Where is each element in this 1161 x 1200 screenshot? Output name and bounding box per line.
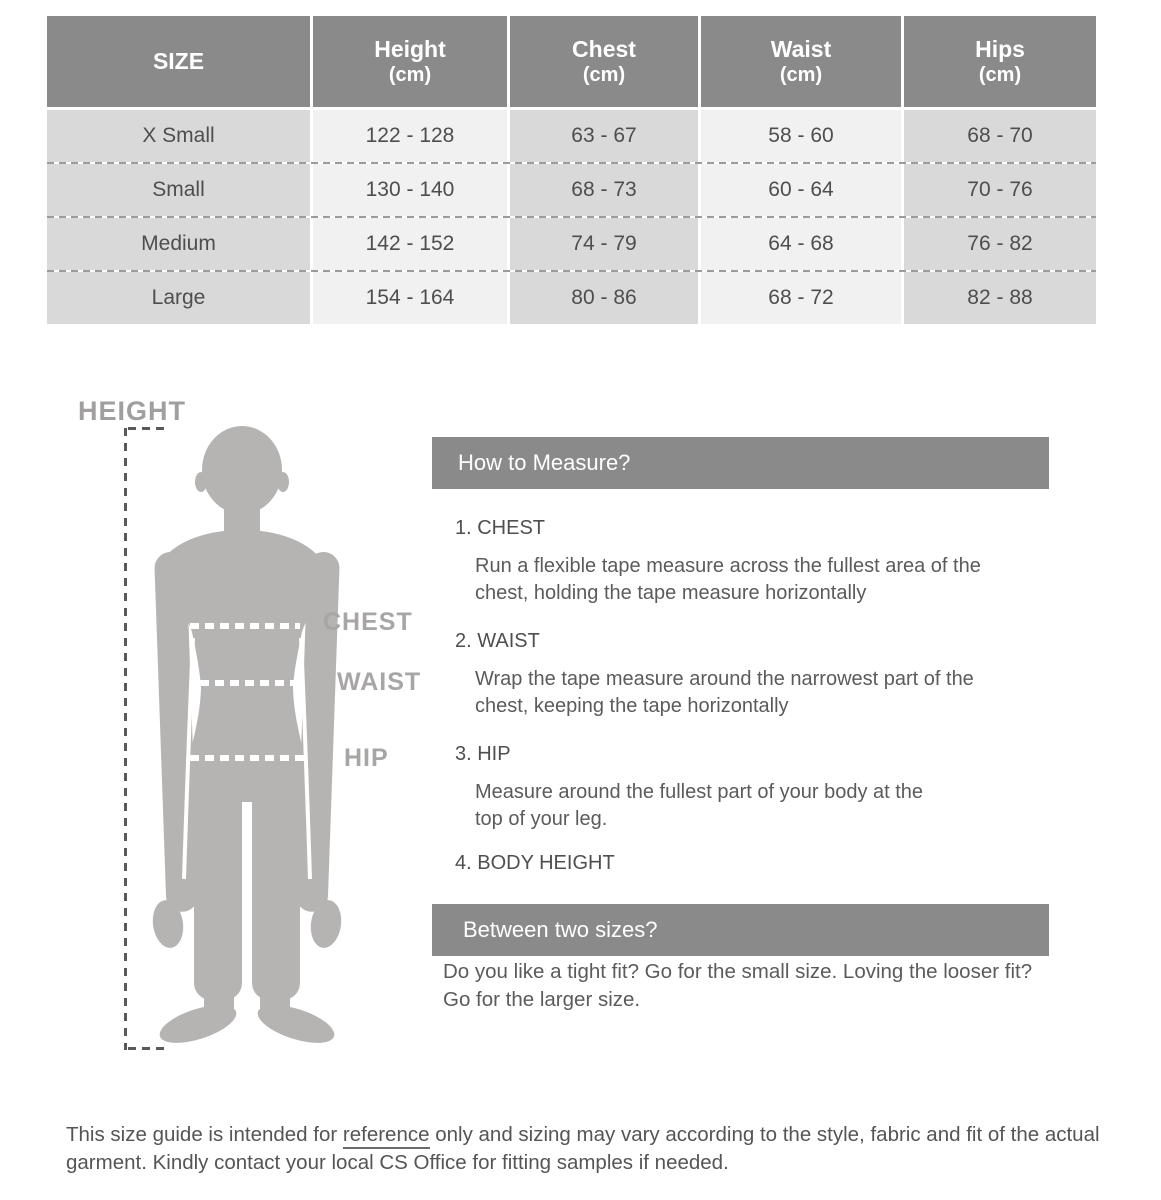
cell-size: Medium <box>47 218 310 270</box>
footer-prefix: This size guide is intended for <box>66 1123 343 1146</box>
cell-waist: 68 - 72 <box>701 272 901 324</box>
header-cell-chest <box>510 16 698 107</box>
cell-size: X Small <box>47 110 310 162</box>
measure-item-chest-desc: Run a flexible tape measure across the fullest area of the chest, holding the tape measure horizontally <box>475 555 981 604</box>
header-label: Waist <box>770 35 832 62</box>
header-label: SIZE <box>152 48 205 75</box>
header-label: Chest <box>572 35 636 62</box>
measure-item-chest-title: 1. CHEST <box>455 517 546 539</box>
cell-waist: 58 - 60 <box>701 110 901 162</box>
how-to-measure-title: How to Measure? <box>458 450 631 475</box>
cell-hips: 76 - 82 <box>904 218 1096 270</box>
cell-height: 122 - 128 <box>313 110 507 162</box>
cell-chest: 68 - 73 <box>510 164 698 216</box>
boy-silhouette <box>148 424 348 1058</box>
cell-chest: 63 - 67 <box>510 110 698 162</box>
cell-hips: 68 - 70 <box>904 110 1096 162</box>
header-unit: (cm) <box>582 64 626 87</box>
header-cell-height <box>313 16 507 107</box>
footer-note <box>66 1121 1111 1177</box>
chest-label: CHEST <box>323 608 413 636</box>
cell-waist: 60 - 64 <box>701 164 901 216</box>
measure-item-hip-desc: Measure around the fullest part of your body at the top of your leg. <box>475 781 924 830</box>
header-unit: (cm) <box>388 64 432 87</box>
footer-suffix: only and sizing may vary according to the style, fabric and fit of the actual garment. Kindly contact your local CS Office for fitting samples if needed. <box>66 1123 1100 1174</box>
table-row-small <box>47 164 1096 216</box>
cell-height: 154 - 164 <box>313 272 507 324</box>
hip-label: HIP <box>344 744 389 772</box>
measure-item-waist-title: 2. WAIST <box>455 630 540 652</box>
height-dashed-line <box>124 428 127 1050</box>
cell-size: Small <box>47 164 310 216</box>
table-row-medium <box>47 218 1096 270</box>
between-two-sizes-header <box>432 904 1049 956</box>
header-cell-hips <box>904 16 1096 107</box>
between-two-sizes-title: Between two sizes? <box>463 917 658 942</box>
cell-hips: 82 - 88 <box>904 272 1096 324</box>
between-two-sizes-text: Do you like a tight fit? Go for the small size. Loving the looser fit? Go for the larger size. <box>443 960 1033 1011</box>
how-to-measure-header <box>432 437 1049 489</box>
table-row-xsmall <box>47 110 1096 162</box>
header-unit: (cm) <box>779 64 823 87</box>
measure-item-bodyheight-title: 4. BODY HEIGHT <box>455 852 615 874</box>
height-label: HEIGHT <box>78 396 187 426</box>
cell-height: 130 - 140 <box>313 164 507 216</box>
size-table <box>47 16 1096 324</box>
header-cell-size <box>47 16 310 107</box>
measure-item-hip-title: 3. HIP <box>455 743 511 765</box>
footer-reference-underlined: reference <box>343 1123 430 1149</box>
cell-waist: 64 - 68 <box>701 218 901 270</box>
header-unit: (cm) <box>978 64 1022 87</box>
cell-size: Large <box>47 272 310 324</box>
table-row-large <box>47 272 1096 324</box>
waist-label: WAIST <box>337 668 422 696</box>
header-cell-waist <box>701 16 901 107</box>
cell-hips: 70 - 76 <box>904 164 1096 216</box>
cell-height: 142 - 152 <box>313 218 507 270</box>
header-label: Hips <box>975 35 1025 62</box>
cell-chest: 74 - 79 <box>510 218 698 270</box>
header-label: Height <box>374 35 446 62</box>
cell-chest: 80 - 86 <box>510 272 698 324</box>
size-table-header-row <box>47 16 1096 107</box>
measure-item-waist-desc: Wrap the tape measure around the narrowest part of the chest, keeping the tape horizontally <box>475 668 974 717</box>
